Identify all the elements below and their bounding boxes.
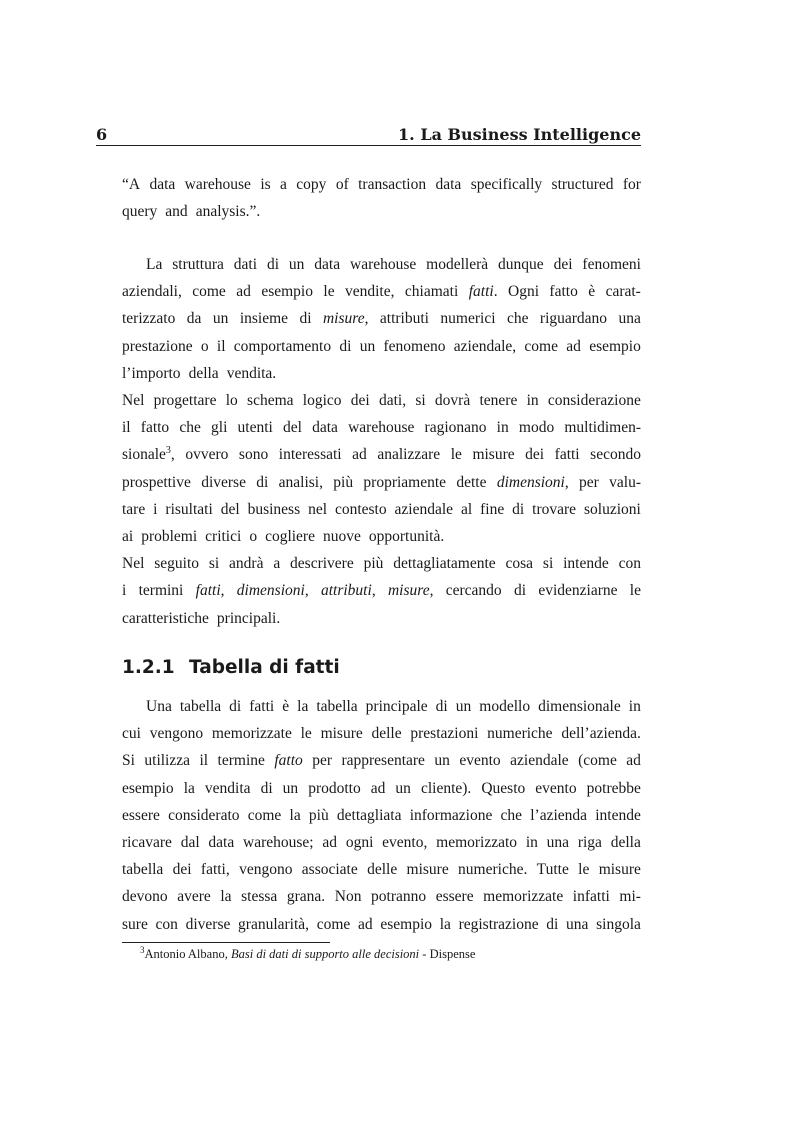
word: sionale$^3$, (122, 444, 175, 463)
word: prestazioni (410, 725, 479, 742)
word: Una (146, 698, 172, 715)
word: in (628, 698, 641, 715)
word: vendita (204, 780, 251, 797)
word: informazione (409, 807, 493, 824)
text-line (122, 473, 641, 493)
word: seguito (154, 555, 200, 572)
word: prospettive (122, 474, 191, 491)
word: fine (480, 501, 505, 518)
word: di (299, 310, 312, 327)
word: for (622, 176, 641, 193)
word: dimensioni, (496, 474, 569, 491)
word: rappresentare (341, 752, 425, 769)
word: un (395, 780, 411, 797)
word: stessa (241, 888, 278, 905)
word: come (316, 916, 351, 933)
word: modo (518, 419, 555, 436)
word: di (339, 338, 352, 355)
word: interessati (278, 446, 342, 463)
word: structured (551, 176, 614, 193)
word: warehouse (184, 176, 251, 193)
word: ragionano (424, 419, 487, 436)
word: dettagliatamente (393, 555, 496, 572)
chapter-title: 1. La Business Intelligence (398, 125, 641, 144)
word: le (323, 283, 335, 300)
word: numeriche (487, 725, 553, 742)
word: dati, (378, 392, 407, 409)
word: vengono (149, 725, 204, 742)
word: una (618, 310, 641, 327)
word: cosa (505, 555, 534, 572)
word: la (183, 780, 195, 797)
word: registrazione (458, 916, 539, 933)
word: opportunità. (368, 528, 445, 545)
word: data (435, 176, 462, 193)
text-line (122, 527, 641, 547)
word: fatti, (200, 861, 230, 878)
word: query (122, 203, 158, 220)
word: diverse (201, 474, 246, 491)
word: dati (233, 256, 258, 273)
word: i (153, 501, 158, 518)
word: esempio (380, 916, 432, 933)
word: si (415, 392, 426, 409)
word: critici (205, 528, 242, 545)
word: Si (122, 752, 135, 769)
text-line (122, 309, 641, 329)
word: propriamente (363, 474, 447, 491)
word: associate (301, 861, 358, 878)
word: aziendali, (122, 283, 182, 300)
word: dei (553, 256, 573, 273)
word: Tutte (536, 861, 569, 878)
word: granularità, (238, 916, 310, 933)
word: progettare (153, 392, 217, 409)
word: un (434, 752, 450, 769)
word: nuove (322, 528, 361, 545)
word: o (249, 528, 258, 545)
text-line (122, 887, 641, 907)
text-line (122, 445, 641, 465)
word: transaction (358, 176, 427, 193)
word: Questo (481, 780, 526, 797)
word: potranno (371, 888, 427, 905)
word: avere (177, 888, 211, 905)
word: sure (122, 916, 148, 933)
word: modellerà (426, 256, 489, 273)
text-line (122, 724, 641, 744)
word: tabella (316, 698, 358, 715)
word: and (165, 203, 188, 220)
word: riguardano (539, 310, 608, 327)
word: fatti (249, 698, 275, 715)
section-title: Tabella di fatti (189, 657, 340, 678)
word: le (450, 446, 462, 463)
page-number: 6 (96, 125, 108, 144)
word: il (199, 752, 209, 769)
word: andrà (229, 555, 264, 572)
word: si (542, 555, 554, 572)
word: misure (598, 861, 641, 878)
text-line (122, 282, 641, 302)
text-line (122, 500, 641, 520)
word: infatti (572, 888, 610, 905)
word: potrebbe (586, 780, 641, 797)
word: che (506, 310, 529, 327)
word: ad (322, 834, 338, 851)
word: misure (472, 446, 515, 463)
word: a (280, 176, 287, 193)
word: essere (435, 888, 474, 905)
word: ad (236, 283, 251, 300)
text-line (122, 806, 641, 826)
word: comportamento (233, 338, 332, 355)
word: data (312, 419, 338, 436)
word: analysis.”. (195, 203, 261, 220)
word: più (333, 474, 354, 491)
footnote-mark: 3 (140, 944, 145, 955)
word: gli (211, 419, 228, 436)
word: evidenziarne (538, 582, 618, 599)
word: con (155, 916, 178, 933)
word: la (289, 807, 301, 824)
text-line (122, 779, 641, 799)
word: struttura (172, 256, 224, 273)
word: vendita. (226, 365, 277, 382)
word: ogni (345, 834, 374, 851)
text-line (122, 915, 641, 935)
word: di (546, 916, 559, 933)
word: come (247, 807, 282, 824)
word: cui (122, 725, 141, 742)
word: fatti (554, 446, 580, 463)
word: prestazione (122, 338, 193, 355)
word: come (524, 338, 558, 355)
text-line (122, 581, 641, 601)
word: ad (358, 916, 373, 933)
word: tenere (479, 392, 518, 409)
word: del (220, 501, 240, 518)
text-line (122, 554, 641, 574)
word: dimensioni, (236, 582, 309, 599)
word: Ogni (508, 283, 539, 300)
word: warehouse (348, 419, 415, 436)
word: ad (370, 780, 386, 797)
word: in (496, 419, 509, 436)
word: analisi, (278, 474, 323, 491)
word: business (247, 501, 301, 518)
word: intende (563, 555, 609, 572)
word: diverse (185, 916, 231, 933)
word: la (439, 916, 451, 933)
word: descrivere (290, 555, 354, 572)
word: prodotto (308, 780, 361, 797)
word: utilizza (144, 752, 191, 769)
word: è (588, 283, 596, 300)
word: chiamati (404, 283, 459, 300)
word: devono (122, 888, 168, 905)
word: il (122, 419, 131, 436)
word: Nel (122, 555, 145, 572)
text-line (122, 833, 641, 853)
section-number: 1.2.1 (122, 657, 175, 678)
word: grana. (286, 888, 326, 905)
word: un (288, 256, 305, 273)
word: dette (456, 474, 487, 491)
word: esempio (261, 283, 313, 300)
word: di (260, 780, 273, 797)
word: le (578, 861, 590, 878)
word: memorizzato (436, 834, 518, 851)
word: riga (577, 834, 602, 851)
word: esempio (122, 780, 174, 797)
word: delle (367, 861, 398, 878)
word: misure, (322, 310, 369, 327)
footnote-ref: 3 (165, 444, 171, 456)
word: nel (308, 501, 328, 518)
word: modello (479, 698, 531, 715)
word: dei (525, 446, 545, 463)
word: di (256, 474, 269, 491)
word: considerato (168, 807, 240, 824)
word: misure, (387, 582, 434, 599)
word: “A (122, 176, 141, 193)
word: is (260, 176, 271, 193)
word: misure (320, 725, 363, 742)
word: Nel (122, 392, 145, 409)
word: caratteristiche (122, 610, 209, 627)
word: warehouse; (243, 834, 314, 851)
text-line (122, 202, 641, 222)
word: evento, (382, 834, 428, 851)
word: carat- (605, 283, 641, 300)
text-line (122, 255, 641, 275)
word: di (435, 698, 448, 715)
word: copy (296, 176, 327, 193)
word: of (335, 176, 349, 193)
word: un (359, 338, 376, 355)
word: come (192, 283, 226, 300)
word: risultati (165, 501, 213, 518)
word: ad (352, 446, 367, 463)
word: fatto (140, 419, 170, 436)
word: evento (535, 780, 577, 797)
word: La (146, 256, 163, 273)
word: insieme (239, 310, 289, 327)
word: specifically (470, 176, 543, 193)
word: attributi (379, 310, 429, 327)
word: di (266, 256, 279, 273)
word: numeriche. (458, 861, 528, 878)
word: dei (172, 861, 192, 878)
word: problemi (141, 528, 198, 545)
word: memorizzate (211, 725, 292, 742)
word: dell’azienda. (561, 725, 641, 742)
word: dovrà (434, 392, 471, 409)
text-line (122, 609, 641, 629)
word: lo (225, 392, 238, 409)
word: considerazione (547, 392, 641, 409)
word: memorizzate (483, 888, 564, 905)
word: è (282, 698, 290, 715)
word: intende (595, 807, 641, 824)
word: tare (122, 501, 146, 518)
word: tabella (179, 698, 222, 715)
section-heading (122, 657, 641, 683)
word: per (312, 752, 333, 769)
text-line (122, 418, 641, 438)
text-line (122, 860, 641, 880)
word: soluzioni (584, 501, 641, 518)
word: essere (122, 807, 160, 824)
word: cercando (445, 582, 502, 599)
word: le (629, 582, 641, 599)
word: ad (626, 752, 641, 769)
word: tabella (122, 861, 164, 878)
word: che (179, 419, 201, 436)
word: fatti. (468, 283, 498, 300)
word: ai (122, 528, 134, 545)
word: termini (138, 582, 184, 599)
word: aziendale (510, 752, 569, 769)
word: o (200, 338, 209, 355)
word: dei (350, 392, 370, 409)
word: del (283, 419, 302, 436)
word: dunque (498, 256, 544, 273)
text-line (122, 391, 641, 411)
word: delle (371, 725, 402, 742)
word: secondo (590, 446, 641, 463)
word: analizzare (377, 446, 441, 463)
word: da (186, 310, 202, 327)
word: si (208, 555, 220, 572)
word: vengono (239, 861, 293, 878)
footnote-title: Basi di dati di supporto alle decisioni (230, 947, 420, 961)
word: trovare (532, 501, 577, 518)
word: misure (406, 861, 449, 878)
word: ricavare (122, 834, 172, 851)
word: in (525, 834, 538, 851)
word: data (208, 834, 235, 851)
word: per (579, 474, 599, 491)
running-header (96, 124, 641, 146)
word: i (122, 582, 127, 599)
word: sono (238, 446, 269, 463)
word: cogliere (265, 528, 315, 545)
word: la (220, 888, 232, 905)
word: numerici (440, 310, 496, 327)
word: la (297, 698, 309, 715)
word: fatto (549, 283, 578, 300)
word: contesto (334, 501, 387, 518)
word: le (300, 725, 312, 742)
word: di (513, 582, 527, 599)
word: ad (566, 338, 581, 355)
word: logico (302, 392, 342, 409)
word: singola (596, 916, 641, 933)
word: esempio (589, 338, 641, 355)
word: attributi, (320, 582, 376, 599)
word: terizzato (122, 310, 176, 327)
footnote-rule (122, 942, 330, 943)
word: termine (217, 752, 265, 769)
word: al (461, 501, 473, 518)
word: principale (365, 698, 428, 715)
word: un (455, 698, 472, 715)
word: della (188, 365, 219, 382)
word: che (500, 807, 523, 824)
word: in (526, 392, 539, 409)
word: l’importo (122, 365, 181, 382)
word: più (363, 555, 384, 572)
word: un (282, 780, 299, 797)
word: aziendale, (453, 338, 517, 355)
footnote-suffix: - Dispense (419, 947, 476, 961)
word: utenti (237, 419, 273, 436)
word: una (546, 834, 570, 851)
word: ovvero (185, 446, 229, 463)
footnote-author: Antonio Albano, (144, 947, 231, 961)
word: evento (459, 752, 501, 769)
word: aziendale (394, 501, 454, 518)
word: valu- (609, 474, 641, 491)
word: di (229, 698, 242, 715)
word: data (314, 256, 341, 273)
text-line (122, 751, 641, 771)
word: l’azienda (530, 807, 588, 824)
word: fenomeno (383, 338, 446, 355)
word: una (566, 916, 589, 933)
text-line (122, 175, 641, 195)
word: data (149, 176, 176, 193)
word: multidimen- (564, 419, 641, 436)
word: a (273, 555, 281, 572)
word: dettagliata (336, 807, 402, 824)
word: Non (334, 888, 362, 905)
word: con (618, 555, 641, 572)
footnote (140, 946, 475, 962)
word: mi- (619, 888, 641, 905)
word: di (512, 501, 525, 518)
text-line (122, 697, 641, 717)
word: principali. (216, 610, 281, 627)
word: (come (578, 752, 617, 769)
text-line (122, 337, 641, 357)
word: un (212, 310, 229, 327)
word: vendite, (345, 283, 395, 300)
word: fatti, (195, 582, 225, 599)
word: warehouse (350, 256, 417, 273)
word: il (216, 338, 226, 355)
word: della (610, 834, 641, 851)
word: cliente). (420, 780, 472, 797)
text-line (122, 364, 641, 384)
word: più (308, 807, 329, 824)
word: schema (247, 392, 294, 409)
word: fatto (274, 752, 303, 769)
word: dal (180, 834, 200, 851)
word: dimensionale (538, 698, 621, 715)
word: fenomeni (582, 256, 641, 273)
